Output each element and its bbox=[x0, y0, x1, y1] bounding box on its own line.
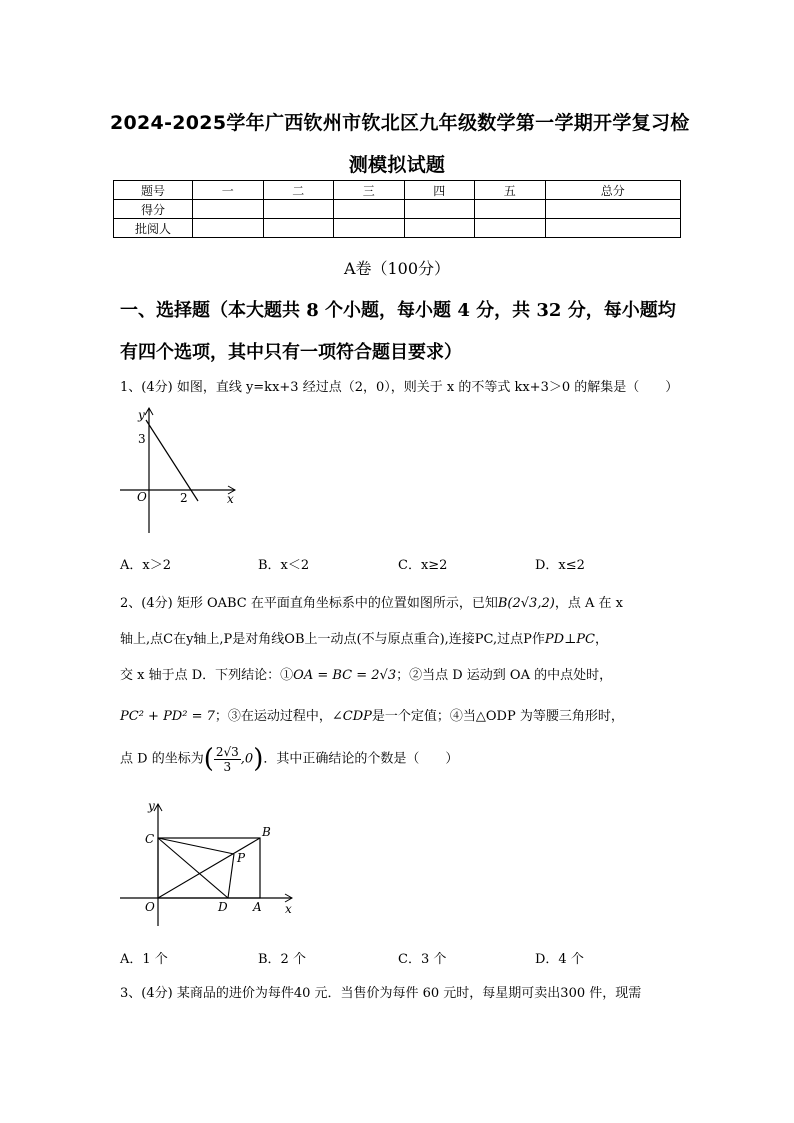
q2-option-b[interactable]: B．2 个 bbox=[258, 952, 306, 967]
score-cell[interactable] bbox=[475, 200, 546, 219]
grader-cell[interactable] bbox=[193, 219, 264, 238]
q2-label-c: C bbox=[145, 832, 155, 846]
q2-label-a: A bbox=[253, 900, 262, 914]
score-col-header: 五 bbox=[475, 181, 546, 200]
grader-cell[interactable] bbox=[545, 219, 681, 238]
q2-line1-text-a: 2、(4分) 矩形 OABC 在平面直角坐标系中的位置如图所示，已知 bbox=[120, 596, 498, 611]
score-cell[interactable] bbox=[263, 200, 334, 219]
q2-label-o: O bbox=[145, 900, 155, 914]
score-col-header: 总分 bbox=[545, 181, 681, 200]
q2-diagonal-ob bbox=[158, 838, 260, 898]
score-table bbox=[113, 180, 681, 238]
q2-fraction bbox=[214, 745, 241, 774]
section1-heading-line1: 一、选择题（本大题共 8 个小题，每小题 4 分，共 32 分，每小题均 bbox=[120, 300, 676, 321]
q1-option-d[interactable]: D．x≤2 bbox=[535, 558, 585, 573]
q2-line5-text-b: ．其中正确结论的个数是（ ） bbox=[263, 751, 459, 767]
q2-line5 bbox=[120, 744, 458, 774]
q1-option-b[interactable]: B．x＜2 bbox=[258, 558, 310, 573]
q2-line2 bbox=[120, 628, 608, 647]
q2-line4-text-b: ；③在运动过程中， bbox=[214, 709, 332, 724]
q2-line4-text-d: 是一个定值；④当△ODP 为等腰三角形时， bbox=[371, 709, 624, 724]
grader-cell[interactable] bbox=[334, 219, 405, 238]
score-col-header: 三 bbox=[334, 181, 405, 200]
score-row bbox=[114, 200, 681, 219]
q2-line3-text-a: 交 x 轴于点 D．下列结论：① bbox=[120, 668, 294, 683]
q1-y-intercept-label: 3 bbox=[138, 432, 146, 446]
q2-point-b: B(2√3,2) bbox=[497, 596, 555, 611]
q2-line3-text-c: ；②当点 D 运动到 OA 的中点处时， bbox=[396, 668, 613, 683]
q2-line5-text-a: 点 D 的坐标为 bbox=[120, 751, 204, 767]
q2-line3 bbox=[120, 664, 612, 683]
q2-label-p: P bbox=[237, 851, 246, 865]
q1-y-label: y bbox=[138, 408, 145, 422]
q2-paren-right: ) bbox=[253, 744, 264, 774]
q2-graph bbox=[110, 798, 300, 928]
grader-cell[interactable] bbox=[263, 219, 334, 238]
grader-cell[interactable] bbox=[404, 219, 475, 238]
q1-line bbox=[146, 420, 198, 501]
q2-label-b: B bbox=[262, 825, 271, 839]
volume-label: A卷（100分） bbox=[343, 259, 451, 278]
score-table-header-row bbox=[114, 181, 681, 200]
q1-origin-label: O bbox=[137, 490, 147, 504]
q3-text: 3、(4分) 某商品的进价为每件40 元．当售价为每件 60 元时，每星期可卖出300 件，现需 bbox=[120, 986, 642, 1001]
score-cell[interactable] bbox=[404, 200, 475, 219]
score-row-label: 批阅人 bbox=[114, 219, 193, 238]
q1-graph bbox=[110, 400, 250, 540]
q2-option-d[interactable]: D．4 个 bbox=[535, 952, 584, 967]
q2-x-label: x bbox=[285, 902, 292, 916]
score-cell[interactable] bbox=[193, 200, 264, 219]
q2-segment-cd bbox=[158, 838, 228, 898]
q1-x-intercept-label: 2 bbox=[180, 491, 188, 505]
q2-line2-text-a: 轴上,点C在y轴上,P是对角线OB上一动点(不与原点重合),连接PC,过点P作 bbox=[120, 632, 545, 647]
score-row-label: 得分 bbox=[114, 200, 193, 219]
q1-x-label: x bbox=[227, 492, 234, 506]
q2-option-a[interactable]: A．1 个 bbox=[120, 952, 168, 967]
q2-angle-expr: ∠CDP bbox=[331, 709, 372, 724]
q2-line1-text-c: ，点 A 在 x bbox=[554, 596, 623, 611]
q2-segment-pc bbox=[158, 838, 234, 854]
score-col-header: 题号 bbox=[114, 181, 193, 200]
grader-cell[interactable] bbox=[475, 219, 546, 238]
exam-title-line2: 测模拟试题 bbox=[348, 154, 446, 176]
q2-label-d: D bbox=[218, 900, 228, 914]
q2-line1 bbox=[120, 592, 623, 611]
q2-line4 bbox=[120, 705, 624, 724]
q2-line2-text-c: ， bbox=[595, 632, 609, 647]
q2-oa-expr: OA = BC = 2√3 bbox=[293, 668, 397, 683]
q2-option-c[interactable]: C．3 个 bbox=[398, 952, 447, 967]
q2-paren-left: ( bbox=[203, 744, 214, 774]
score-cell[interactable] bbox=[545, 200, 681, 219]
q2-fraction-den: 3 bbox=[223, 759, 232, 774]
section1-heading-line2: 有四个选项，其中只有一项符合题目要求） bbox=[120, 342, 462, 363]
score-col-header: 四 bbox=[404, 181, 475, 200]
q2-segment-pd bbox=[228, 854, 234, 898]
score-cell[interactable] bbox=[334, 200, 405, 219]
q2-sum-squares-expr: PC² + PD² = 7 bbox=[120, 709, 215, 724]
q1-text: 1、(4分) 如图，直线 y=kx+3 经过点（2，0），则关于 x 的不等式 kx+3＞0 的解集是（ ） bbox=[120, 380, 679, 395]
q1-option-a[interactable]: A．x＞2 bbox=[120, 558, 171, 573]
q2-y-label: y bbox=[148, 799, 155, 813]
grader-row bbox=[114, 219, 681, 238]
q2-coord-rest: ,0 bbox=[240, 751, 254, 767]
score-col-header: 一 bbox=[193, 181, 264, 200]
q1-option-c[interactable]: C．x≥2 bbox=[398, 558, 448, 573]
q2-perp-expr: PD⊥PC bbox=[544, 632, 595, 647]
exam-title-line1: 2024-2025学年广西钦州市钦北区九年级数学第一学期开学复习检 bbox=[110, 112, 690, 134]
q2-fraction-num: 2√3 bbox=[215, 744, 239, 759]
score-col-header: 二 bbox=[263, 181, 334, 200]
